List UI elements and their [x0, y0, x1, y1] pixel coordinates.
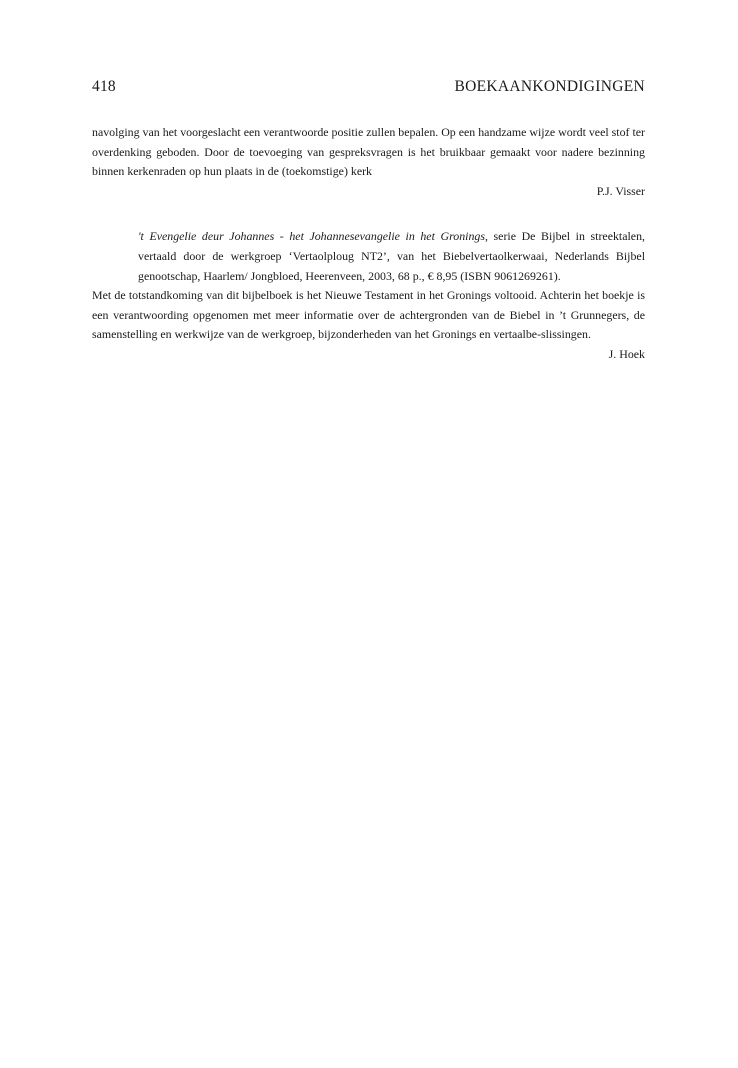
page-header — [92, 78, 645, 100]
book-reference — [92, 227, 645, 286]
running-title: BOEKAANKONDIGINGEN — [454, 78, 645, 95]
page-content — [92, 123, 645, 365]
book-title: 't Evengelie deur Johannes - het Johannesevangelie in het Gronings — [138, 229, 485, 244]
page-number: 418 — [92, 78, 116, 95]
book-details: , serie De Bijbel in streektalen, vertaald door de werkgroep ‘Vertaolploug NT2’, van het Biebelvertaolkerwaai, Nederlands Bijbel genootschap, Haarlem/ Jongbloed, Heerenveen, 2003, 68 p., € 8,95 (ISBN 9061269261). — [138, 229, 645, 283]
review-body-paragraph: navolging van het voorgeslacht een verantwoorde positie zullen bepalen. Op een handzame wijze wordt veel stof ter overdenking geboden. Door de toevoeging van gespreksvragen is het bruikbaar gemaakt voor nadere bezinning binnen kerkenraden op hun plaats in de (toekomstige) kerk — [92, 125, 645, 179]
review-body-paragraph: Met de totstandkoming van dit bijbelboek is het Nieuwe Testament in het Gronings voltooid. Achterin het boekje is een verantwoording opgenomen met meer informatie over de achtergronden van de Biebel in ’t Grunnegers, de samenstelling en werkwijze van de werkgroep, bijzonderheden van het Gronings en vertaalbe-slissingen. — [92, 288, 645, 342]
reviewer-signature: J. Hoek — [608, 346, 645, 361]
reviewer-signature: P.J. Visser — [596, 183, 645, 198]
